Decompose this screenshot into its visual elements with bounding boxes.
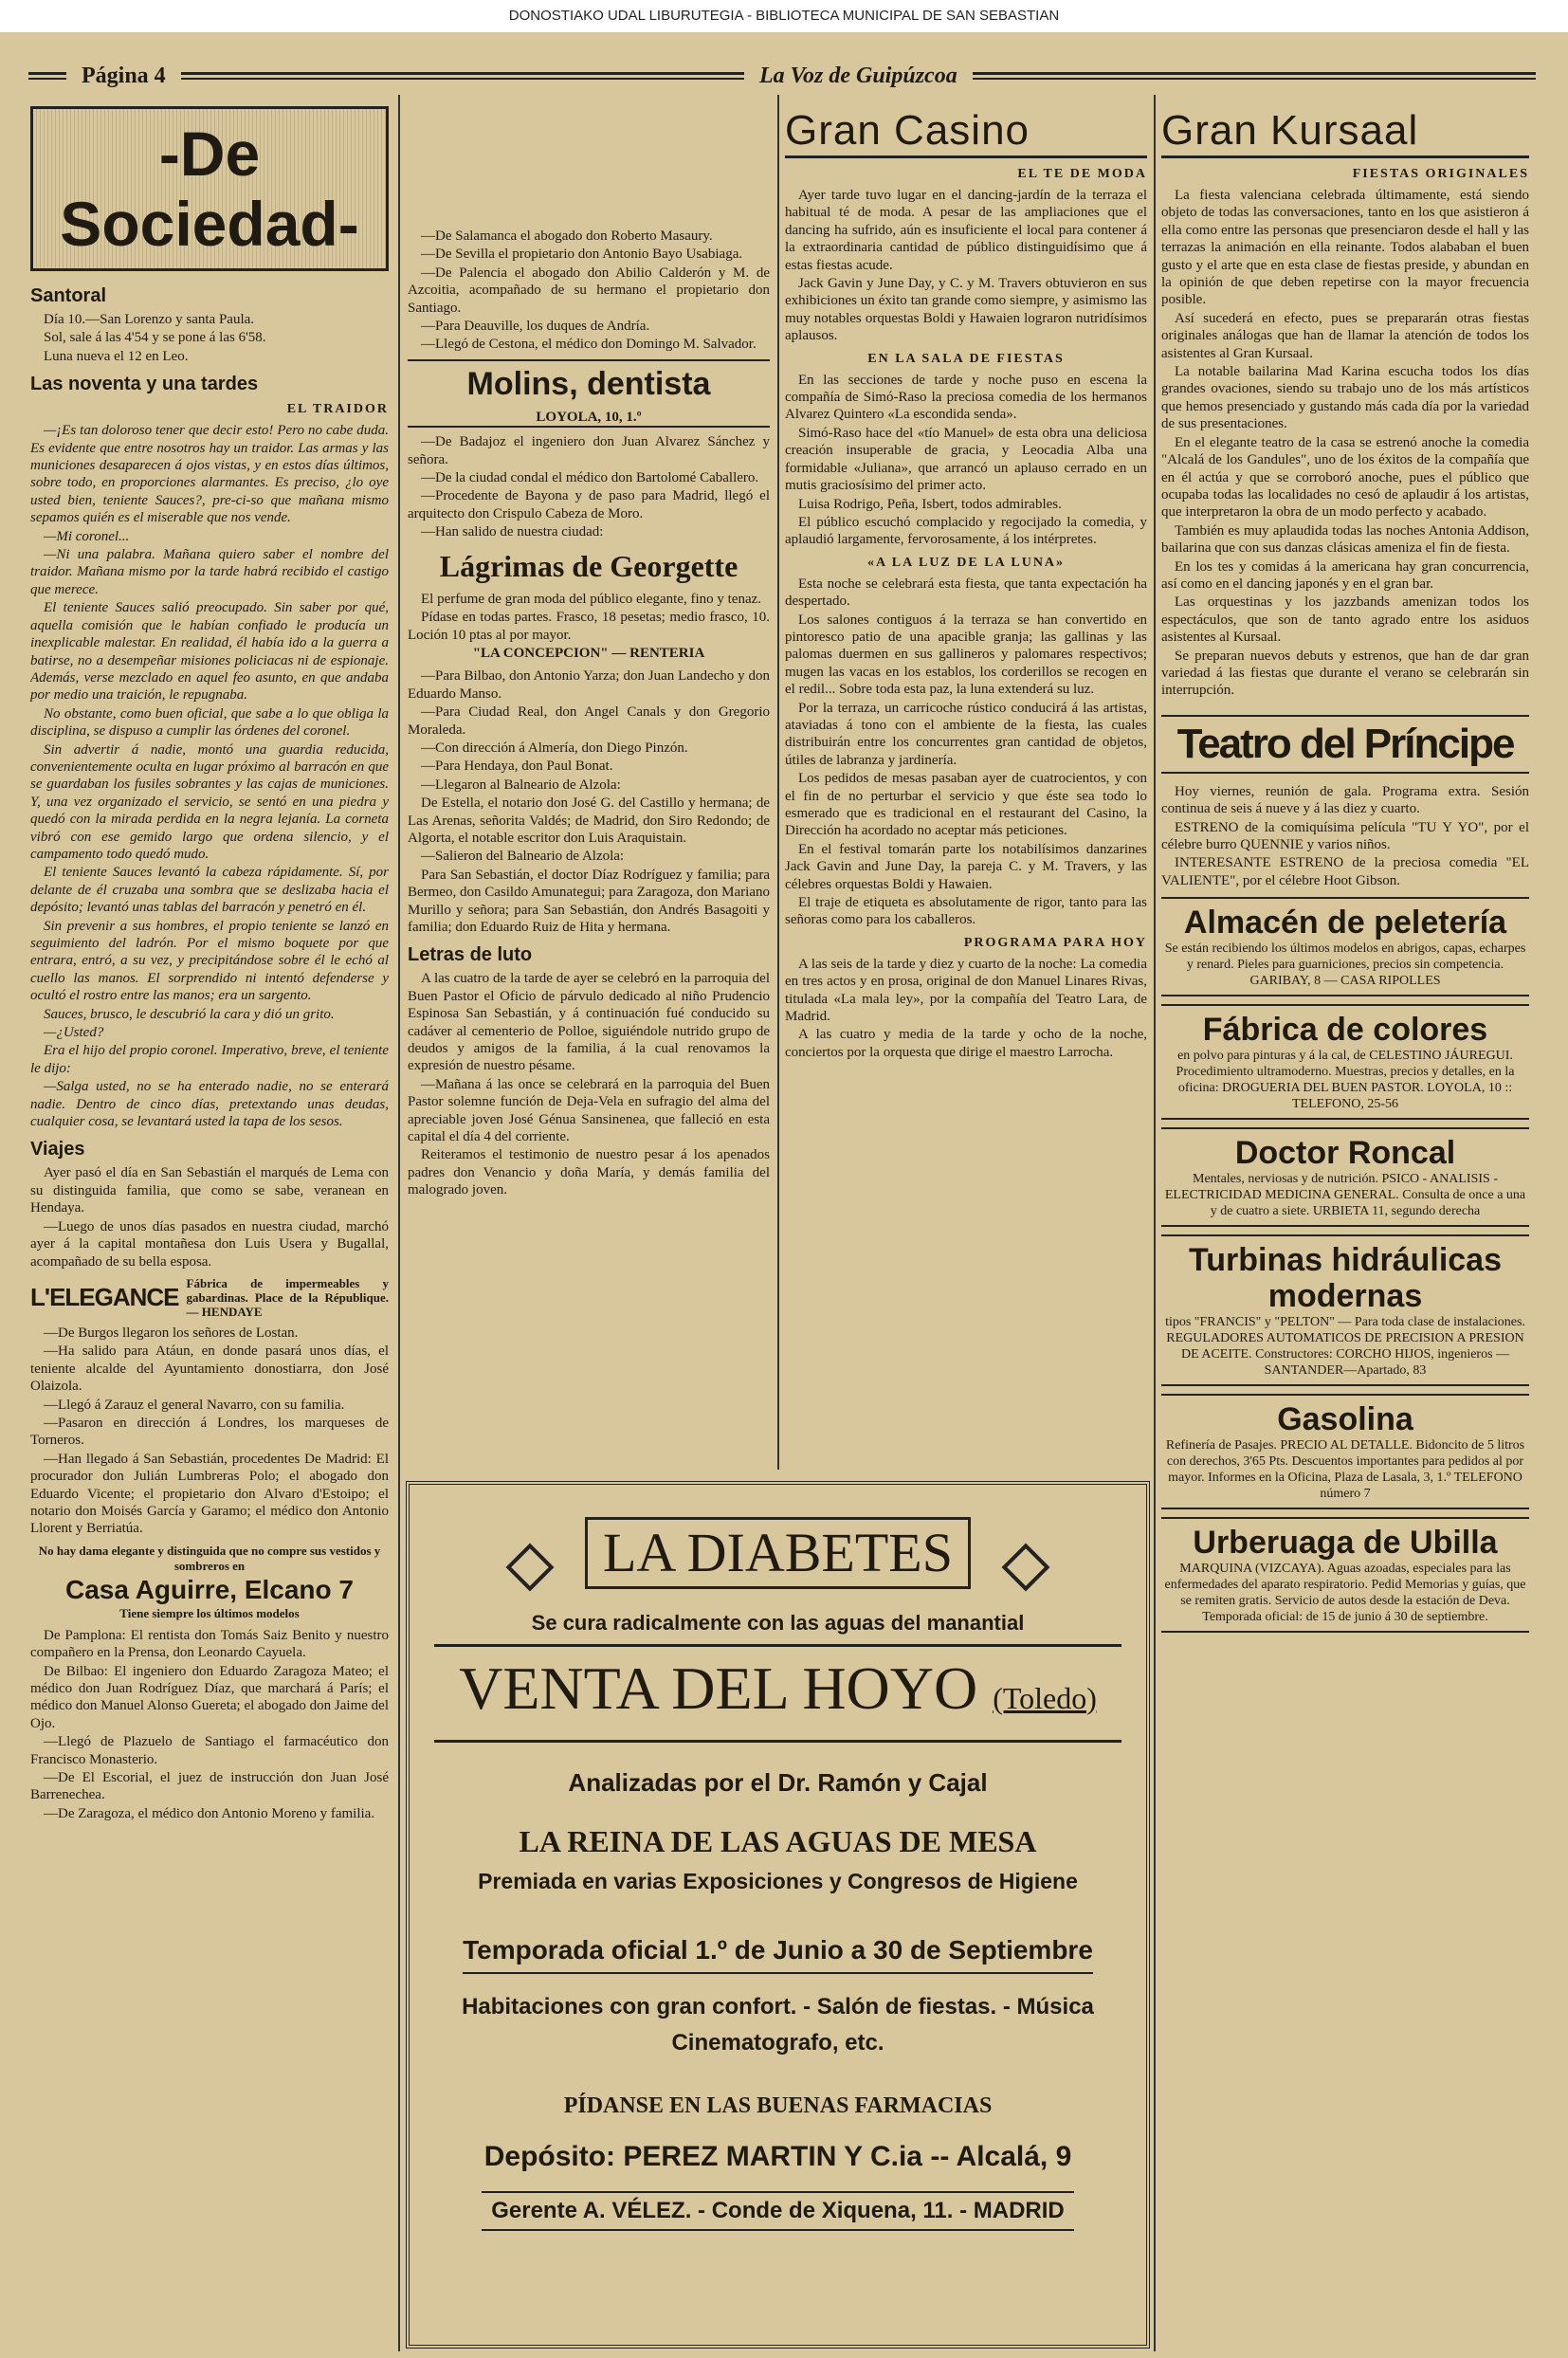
news-item: —Con dirección á Almería, don Diego Pinzón. <box>421 740 688 756</box>
molins-title: Molins, dentista <box>408 359 770 403</box>
news-paragraph: Simó-Raso hace del «tío Manuel» de esta obra una deliciosa creación insuperable de gracia, y Leocadia Alba una formidable «Juliana», que arrancó un aplauso cerrado en un mutis graciosísimo del primer acto. <box>785 425 1147 494</box>
news-paragraph: También es muy aplaudida todas las noches Antonia Addison, bailarina que con sus danzas clásicas ameniza el fin de fiesta. <box>1161 522 1529 557</box>
heading-programa: PROGRAMA PARA HOY <box>963 935 1147 950</box>
heading-viajes: Viajes <box>30 1139 85 1161</box>
news-item: —Para Ciudad Real, don Angel Canals y don Gregorio Moraleda. <box>408 704 770 738</box>
news-item: Reiteramos el testimonio de nuestro pesar á los apenados padres don Venancio y doña María, y demás familia del malogrado joven. <box>408 1147 770 1198</box>
cine-text: Cinematografo, etc. <box>671 2029 884 2056</box>
news-item: —Llegó de Plazuelo de Santiago el farmacéutico don Francisco Monasterio. <box>30 1734 389 1767</box>
casino-title: Gran Casino <box>785 106 1147 158</box>
news-item: Para San Sebastián, el doctor Díaz Rodríguez y familia; para Bermeo, don Casildo Amunategui; para Zaragoza, don Mariano Murillo y señora; para San Sebastián, don Andrés Basagoiti y familia; don Eduardo Ruiz de Hita y hermana. <box>408 867 770 935</box>
news-paragraph: El público escuchó complacido y regocijado la comedia, y aplaudió largamente, fervorosamente, á los intérpretes. <box>785 514 1147 548</box>
venta-name: VENTA DEL HOYO <box>459 1654 978 1722</box>
story-paragraph: Sin prevenir a sus hombres, el propio teniente se lanzó en seguimiento del ladrón. Por el mismo boquete por que entrara, entró, a su vez, y precipitándose sobre él le echó al cuello las manos. El sorprendido ni intentó defenderse y ocultó el rostro entre las manos; era un sargento. <box>30 918 389 1004</box>
news-item: —De Sevilla el propietario don Antonio Bayo Usabiaga. <box>421 247 743 263</box>
story-paragraph: Era el hijo del propio coronel. Imperativo, breve, el teniente le dijo: <box>30 1043 389 1076</box>
news-item: —Luego de unos días pasados en nuestra ciudad, marchó ayer á la capital montañesa don Luis Usera y Bugallal, acompañado de su bella esposa. <box>30 1218 389 1270</box>
news-item: A las cuatro de la tarde de ayer se celebró en la parroquia del Buen Pastor el Oficio de párvulo dedicado al niño Prudencio Espinosa San Sebastián, y á continuación fué conducido su cadáver al cementerio de Polloe, siguiéndole nutrido grupo de deudos y amigos de la familia, á la cual renovamos la expresión de nuestro pésame. <box>408 971 770 1074</box>
news-paragraph: Los pedidos de mesas pasaban ayer de cuatrocientos, y con el fin de no perturbar el servicio y que éste sea todo lo esmerado que es tradicional en el restaurant del Casino, la Dirección ha acordado no aceptar más peticiones. <box>785 771 1147 839</box>
news-item: —De El Escorial, el juez de instrucción don Juan José Barrenechea. <box>30 1770 389 1803</box>
story-paragraph: —Mi coronel... <box>44 528 130 544</box>
deposito-text: Depósito: PEREZ MARTIN Y C.ia -- Alcalá, 9 <box>483 2140 1072 2172</box>
page-number: Página 4 <box>82 63 166 88</box>
lagrimas-text: El perfume de gran moda del público elegante, fino y tenaz. <box>421 591 762 607</box>
column-sociedad <box>30 106 389 2353</box>
habitaciones-text: Habitaciones con gran confort. - Salón de fiestas. - Música <box>462 1993 1094 2020</box>
news-item: —De Salamanca el abogado don Roberto Masaury. <box>421 228 713 244</box>
heading-luto: Letras de luto <box>408 944 533 966</box>
lagrimas-text2: Pídase en todas partes. Frasco, 18 pesetas; medio frasco, 10. Loción 10 ptas al por mayor. <box>408 610 770 643</box>
kursaal-title: Gran Kursaal <box>1161 106 1529 158</box>
classified-ad <box>1161 1234 1529 1386</box>
story-paragraph: —¡Es tan doloroso tener que decir esto! Pero no cabe duda. Es evidente que entre nosotros hay un traidor. Las armas y las municiones desaparecen á ojos vistas, y en estos días últimos, sobre todo, en proporciones alarmantes. Es preciso, ¿lo oye usted bien, teniente Sauces?, pre-ci-so que mañana mismo sepamos quién es el miserable que nos vende. <box>30 423 389 526</box>
news-item: —Llegó á Zarauz el general Navarro, con su familia. <box>44 1397 345 1413</box>
column-sociedad-cont <box>408 228 770 1460</box>
ad-text: MARQUINA (VIZCAYA). Aguas azoadas, especiales para las enfermedades del aparato respiratorio. Pedid Memorias y guías, que se remiten gratis. Servicio de autos desde la estación de Deva. Temporada oficial: de 15 de junio á 30 de septiembre. <box>1164 1562 1526 1625</box>
molins-address: LOYOLA, 10, 1.º <box>408 409 770 428</box>
news-item: —Llegaron al Balneario de Alzola: <box>421 777 621 793</box>
classified-ad <box>1161 1127 1529 1227</box>
news-item: —Para Hendaya, don Paul Bonat. <box>421 759 613 775</box>
news-item: —De la ciudad condal el médico don Bartolomé Caballero. <box>421 470 759 486</box>
news-paragraph: En los tes y comidas á la americana hay gran concurrencia, así como en el dancing japonés y en el gran bar. <box>1161 558 1529 592</box>
news-item: —Han salido de nuestra ciudad: <box>421 524 604 540</box>
news-paragraph: ESTRENO de la comiquísima película "TU Y YO", por el célebre burro QUENNIE y varios niños. <box>1161 819 1529 852</box>
cura-text: Se cura radicalmente con las aguas del manantial <box>531 1611 1025 1635</box>
news-paragraph: Jack Gavin y June Day, y C. y M. Travers obtuvieron en sus exhibiciones un éxito tan grande como siempre, y asimismo las muy notables orquestas Boldi y Hawaien lograron nutridísimos aplausos. <box>785 276 1147 344</box>
story-paragraph: El teniente Sauces salió preocupado. Sin saber por qué, aquella comisión que le habían confiado le producía un inexplicable malestar. En realidad, él había ido a la guerra a batirse, no a desempeñar misiones policiacas ni de espionaje. Además, verse mezclado en aquel feo asunto, en que andaba por medio una traición, le repugnaba. <box>30 600 389 704</box>
news-item: —Mañana á las once se celebrará en la parroquia del Buen Pastor solemne función de Deja-Vela en sufragio del alma del apreciable joven José Génua Sansinenea, que falleció en esta capital el día 4 del corriente. <box>408 1076 770 1145</box>
masthead <box>28 59 1536 93</box>
news-item: De Pamplona: El rentista don Tomás Saiz Benito y nuestro compañero en la Prensa, don Leonardo Cayuela. <box>30 1627 389 1661</box>
heading-fiestas: FIESTAS ORIGINALES <box>1352 167 1529 181</box>
section-title: -De Sociedad- <box>30 106 389 271</box>
diabetes-title: LA DIABETES <box>585 1517 971 1589</box>
elegance-logo: L'ELEGANCE <box>30 1283 179 1312</box>
diamond-ornament-icon <box>506 1543 555 1591</box>
news-paragraph: Por la terraza, un carricoche rústico conducirá á las artistas, ataviadas á tono con el ambiente de la fiesta, las cuales distribuirán entre los concurrentes gran cantidad de objetos, útiles de labranza y jardinería. <box>785 700 1147 768</box>
temporada-text: Temporada oficial 1.º de Junio a 30 de Septiembre <box>463 1933 1093 1974</box>
classified-ad <box>1161 897 1529 996</box>
classified-ad <box>1161 1394 1529 1509</box>
pidanse-text: PÍDANSE EN LAS BUENAS FARMACIAS <box>563 2093 993 2118</box>
gerente-text: Gerente A. VÉLEZ. - Conde de Xiquena, 11. - MADRID <box>482 2191 1074 2231</box>
news-paragraph: INTERESANTE ESTRENO de la preciosa comedia "EL VALIENTE", por el célebre Hoot Gibson. <box>1161 855 1529 888</box>
aguirre-post: Tiene siempre los últimos modelos <box>119 1605 300 1620</box>
news-paragraph: Las orquestinas y los jazzbands amenizan todos los espectáculos, que son de tanto agrado entre los asiduos asistentes al Kursaal. <box>1161 594 1529 646</box>
ad-text: Mentales, nerviosas y de nutrición. PSICO - ANALISIS - ELECTRICIDAD MEDICINA GENERAL. Consulta de once a una y de cuatro a siete. URBIETA 11, segundo derecha <box>1164 1172 1526 1219</box>
ad-title: Turbinas hidráulicas modernas <box>1188 1242 1502 1315</box>
news-paragraph: Esta noche se celebrará esta fiesta, que tanta expectación ha despertado. <box>785 576 1147 610</box>
classified-ad <box>1161 1004 1529 1120</box>
principe-title: Teatro del Príncipe <box>1161 715 1529 774</box>
heading-te: EL TE DE MODA <box>1017 167 1147 181</box>
ad-title: Fábrica de colores <box>1202 1012 1488 1049</box>
newspaper-name: La Voz de Guipúzcoa <box>759 63 957 88</box>
classified-ad <box>1161 1517 1529 1633</box>
santoral-line: Luna nueva el 12 en Leo. <box>44 348 189 364</box>
ad-text: en polvo para pinturas y á la cal, de CELESTINO JÁUREGUI. Procedimiento ultramoderno. Muestras, precios y detalles, en la oficina: DROGUERIA DEL BUEN PASTOR. LOYOLA, 10 :: TELEFONO, 25-56 <box>1176 1049 1515 1112</box>
venta-title <box>434 1644 1121 1743</box>
news-item: —Ha salido para Atáun, en donde pasará unos días, el teniente alcalde del Ayuntamiento donostiarra, don José Olaizola. <box>30 1344 389 1395</box>
ad-text: Refinería de Pasajes. PRECIO AL DETALLE. Bidoncito de 5 litros con derechos, 3'65 Pts. Descuentos importantes para pedidos al por mayor. Informes en la Oficina, Plaza de Lasala, 3, 1.º TELEFONO número 7 <box>1165 1438 1525 1502</box>
aguirre-pre: No hay dama elegante y distinguida que no compre sus vestidos y sombreros en <box>38 1543 381 1573</box>
ad-title: Almacén de peletería <box>1183 905 1507 941</box>
ad-text: Se están recibiendo los últimos modelos en abrigos, capas, echarpes y renard. Pieles para guarniciones, precios sin competencia. GARIBAY, 8 — CASA RIPOLLES <box>1164 941 1526 989</box>
santoral-line: Día 10.—San Lorenzo y santa Paula. <box>44 312 255 327</box>
heading-luna: «A LA LUZ DE LA LUNA» <box>866 555 1066 570</box>
news-paragraph: A las cuatro y media de la tarde y ocho de la noche, conciertos por la orquesta que dirige el maestro Larrocha. <box>785 1027 1147 1060</box>
venta-del-hoyo-ad <box>406 1481 1150 2349</box>
news-item: —Salieron del Balneario de Alzola: <box>421 849 625 865</box>
analizadas-text: Analizadas por el Dr. Ramón y Cajal <box>568 1767 988 1797</box>
news-item: —De Burgos llegaron los señores de Lostan. <box>44 1325 299 1341</box>
toledo-label: (Toledo) <box>993 1680 1097 1715</box>
aguirre-name: Casa Aguirre, Elcano 7 <box>65 1574 354 1604</box>
news-item: —Para Deauville, los duques de Andría. <box>421 319 650 335</box>
news-item: —De Badajoz el ingeniero don Juan Alvarez Sánchez y señora. <box>408 434 770 467</box>
ad-title: Gasolina <box>1277 1401 1413 1438</box>
news-item: —Para Bilbao, don Antonio Yarza; don Juan Landecho y don Eduardo Manso. <box>408 668 770 702</box>
ad-title: Doctor Roncal <box>1234 1135 1456 1172</box>
news-paragraph: Hoy viernes, reunión de gala. Programa extra. Sesión continua de seis á nueve y á las diez y cuarto. <box>1161 783 1529 817</box>
elegance-text: Fábrica de impermeables y gabardinas. Place de la République. — HENDAYE <box>186 1275 389 1319</box>
news-paragraph: Ayer tarde tuvo lugar en el dancing-jardín de la terraza el habitual té de moda. A pesar de las ampliaciones que el dancing ha sufrido, aún es insuficiente el local para contener á la extraordinaria cantidad de público distinguidísimo que á estas fiestas acude. <box>785 188 1147 273</box>
news-item: —Han llegado á San Sebastián, procedentes De Madrid: El procurador don Julián Lumbreras Polo; el abogado don Eduardo Vicente; el propietario don Alvaro d'Estoipo; el notario don Moisés García y Garamo; el médico don Antonio Llorent y Berriatúa. <box>30 1451 389 1537</box>
news-item: Ayer pasó el día en San Sebastián el marqués de Lema con su distinguida familia, que como se sabe, veranean en Hendaya. <box>30 1165 389 1216</box>
lagrimas-title: Lágrimas de Georgette <box>439 548 738 583</box>
story-paragraph: No obstante, como buen oficial, que sabe a lo que obliga la disciplina, se dispuso a cumplir las órdenes del coronel. <box>30 705 389 740</box>
news-paragraph: En el elegante teatro de la casa se estrenó anoche la comedia "Alcalá de los Gandules", uno de los éxitos de la compañía que en él actúa y que se corroboró anoche, pues el público que ocupaba todas las localidades no cesó de aplaudir á los artistas, que interpretaron la obra de un modo perfecto y acabado. <box>1161 434 1529 521</box>
story-paragraph: El teniente Sauces levantó la cabeza rápidamente. Sí, por delante de él cruzaba una sombra que se deslizaba hacia el depósito; levantó unas tablas del barracón y penetró en él. <box>30 865 389 916</box>
story-paragraph: Sin advertir á nadie, montó una guardia reducida, convenientemente oculta en lugar próximo al barracón en que se guardaban los fusiles sobrantes y las cajas de municiones. Y, una vez organizado el servicio, se sentó en una piedra y quedó con la mirada perdida en la negra lejanía. La corneta vibró con ese gemido largo que ordena silencio, y el campamento todo quedó mudo. <box>30 741 389 862</box>
heading-noventa: Las noventa y una tardes <box>30 374 259 395</box>
ad-text: tipos "FRANCIS" y "PELTON" — Para toda clase de instalaciones. REGULADORES AUTOMATICOS DE PRECISION A PRESION DE ACEITE. Constructores: CORCHO HIJOS, ingenieros — SANTANDER—Apartado, 83 <box>1165 1315 1525 1379</box>
news-paragraph: Luisa Rodrigo, Peña, Isbert, todos admirables. <box>798 496 1062 512</box>
story-paragraph: —Ni una palabra. Mañana quiero saber el nombre del traidor. Mañana mismo por la tarde habrá recibido el castigo que merece. <box>30 547 389 597</box>
reina-text: LA REINA DE LAS AGUAS DE MESA <box>519 1824 1037 1858</box>
news-item: De Estella, el notario don José G. del Castillo y hermana; de Las Arenas, señorita Valdés; de Madrid, don Siro Redondo; de Algorta, el notable escritor don Luis Araquistain. <box>408 795 770 846</box>
heading-santoral: Santoral <box>30 285 107 306</box>
news-item: —Procedente de Bayona y de paso para Madrid, llegó el arquitecto don Crispulo Cabeza de Moro. <box>408 488 770 521</box>
news-paragraph: Los salones contiguos á la terraza se han convertido en pintoresco patio de una apacible granja; las gallinas y las palomas duermen en sus gallineros y palomares respectivos; mugen las vacas en los establos, los corderillos se recogen en el redil... Sobre toda esta paz, la luna extenderá su luz. <box>785 612 1147 698</box>
aguirre-ad <box>30 1544 389 1621</box>
story-paragraph: —Salga usted, no se ha enterado nadie, no se enterará nadie. Dentro de cinco días, pretextando unas deudas, cualquier cosa, se levantará usted la tapa de los sesos. <box>30 1079 389 1130</box>
diamond-ornament-icon <box>1002 1543 1050 1591</box>
library-banner: DONOSTIAKO UDAL LIBURUTEGIA - BIBLIOTECA MUNICIPAL DE SAN SEBASTIAN <box>0 0 1568 32</box>
story-subtitle: EL TRAIDOR <box>286 402 389 417</box>
column-gran-casino <box>785 106 1147 1462</box>
news-item: —Pasaron en dirección á Londres, los marqueses de Torneros. <box>30 1415 389 1449</box>
elegance-ad <box>30 1276 389 1319</box>
news-paragraph: El traje de etiqueta es absolutamente de rigor, tanto para las señoras como para los caballeros. <box>785 895 1147 928</box>
lagrimas-shop: "LA CONCEPCION" — RENTERIA <box>472 645 705 661</box>
news-item: —De Palencia el abogado don Abilio Calderón y M. de Azcoitia, acompañado de su hermano el propietario don Santiago. <box>408 265 770 316</box>
column-kursaal <box>1161 106 1529 2353</box>
heading-sala: EN LA SALA DE FIESTAS <box>867 351 1065 366</box>
news-paragraph: Así sucederá en efecto, pues se prepararán otras fiestas originales análogas que han de llamar la atención de todos los asistentes al Gran Kursaal. <box>1161 310 1529 361</box>
news-paragraph: Se preparan nuevos debuts y estrenos, que han de dar gran variedad á las fiestas que durante el verano se celebrarán sin interrupción. <box>1161 648 1529 699</box>
news-paragraph: La fiesta valenciana celebrada últimamente, está siendo objeto de todas las conversaciones, tanto en los que asistieron á ella como entre las personas que presenciaron desde el hall y las terrazas la animación en ella reinante. Todos alababan el buen gusto y el arte que en esta clase de fiestas preside, y abundan en la opinión de que deben repetirse con la mayor frecuencia posible. <box>1161 188 1529 308</box>
story-paragraph: —¿Usted? <box>44 1025 104 1041</box>
news-paragraph: A las seis de la tarde y diez y cuarto de la noche: La comedia en tres actos y en prosa, original de don Manuel Linares Rivas, titulada «La mala ley», por la compañía del Teatro Lara, de Madrid. <box>785 956 1147 1025</box>
news-item: —De Zaragoza, el médico don Antonio Moreno y familia. <box>44 1805 375 1821</box>
news-paragraph: La notable bailarina Mad Karina escucha todos los días grandes ovaciones, siendo su trabajo uno de los más artísticos que hemos presenciado y gustando más cada día por la variedad de sus presentaciones. <box>1161 364 1529 432</box>
santoral-line: Sol, sale á las 4'54 y se pone á las 6'58. <box>44 330 266 346</box>
ad-title: Urberuaga de Ubilla <box>1193 1525 1498 1562</box>
news-paragraph: En el festival tomarán parte los notabilísimos danzarines Jack Gavin and June Day, la pareja C. y M. Travers, y las célebres orquestas Boldi y Hawaien. <box>785 841 1147 892</box>
news-paragraph: En las secciones de tarde y noche puso en escena la compañía de Simó-Raso la preciosa comedia de los hermanos Alvarez Quintero «La escondida senda». <box>785 372 1147 423</box>
news-item: De Bilbao: El ingeniero don Eduardo Zaragoza Mateo; el médico don Juan Rodríguez Díaz, que marchará á París; el médico don Manuel Alonso Guereta; el abogado don Jaime del Ojo. <box>30 1663 389 1731</box>
news-item: —Llegó de Cestona, el médico don Domingo M. Salvador. <box>421 337 757 353</box>
premiada-text: Premiada en varias Exposiciones y Congresos de Higiene <box>478 1869 1078 1893</box>
story-paragraph: Sauces, brusco, le descubrió la cara y dió un grito. <box>44 1006 335 1022</box>
